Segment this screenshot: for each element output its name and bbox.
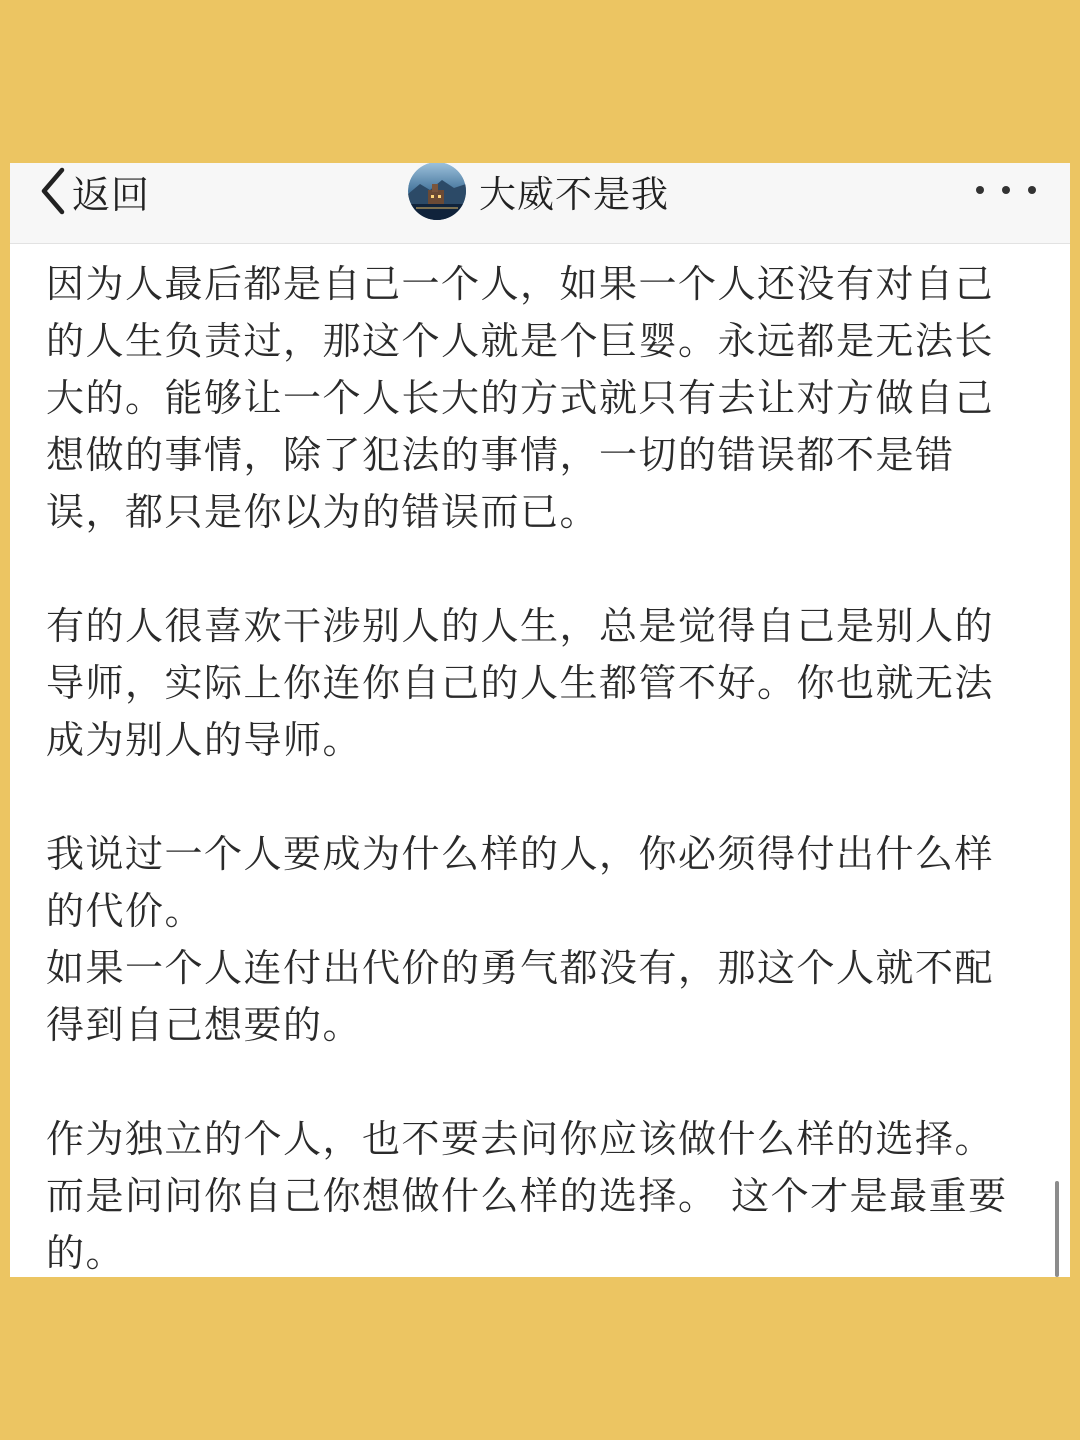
blank-line (46, 1054, 1031, 1111)
paragraph: 作为独立的个人，也不要去问你应该做什么样的选择。 (46, 1117, 995, 1161)
more-options-button[interactable] (976, 177, 1036, 203)
page-title: 大威不是我 (479, 173, 669, 216)
back-button[interactable] (38, 163, 150, 219)
back-label: 返回 (72, 172, 151, 217)
navigation-bar (10, 163, 1070, 244)
paragraph: 我说过一个人要成为什么样的人，你必须得付出什么样的代价。 (46, 832, 995, 933)
note-body[interactable] (46, 256, 1031, 1277)
chevron-left-icon (38, 166, 68, 216)
blank-line (46, 769, 1031, 826)
blank-line (46, 541, 1031, 598)
paragraph: 如果一个人连付出代价的勇气都没有，那这个人就不配得到自己想要的。 (46, 946, 995, 1047)
paragraph: 而是问问你自己你想做什么样的选择。 这个才是最重要的。 (46, 1174, 1008, 1275)
more-dot-icon (1002, 186, 1010, 194)
paragraph: 有的人很喜欢干涉别人的人生，总是觉得自己是别人的导师，实际上你连你自己的人生都管不好。你也就无法成为别人的导师。 (46, 604, 995, 762)
more-dot-icon (976, 186, 984, 194)
paragraph: 因为人最后都是自己一个人，如果一个人还没有对自己的人生负责过，那这个人就是个巨婴。永远都是无法长大的。能够让一个人长大的方式就只有去让对方做自己想做的事情，除了犯法的事情，一切的错误都不是错误，都只是你以为的错误而已。 (46, 262, 995, 534)
avatar[interactable] (408, 163, 466, 220)
scrollbar[interactable] (1055, 1181, 1059, 1277)
title-group (408, 163, 669, 219)
note-screen (10, 163, 1070, 1277)
more-dot-icon (1028, 186, 1036, 194)
